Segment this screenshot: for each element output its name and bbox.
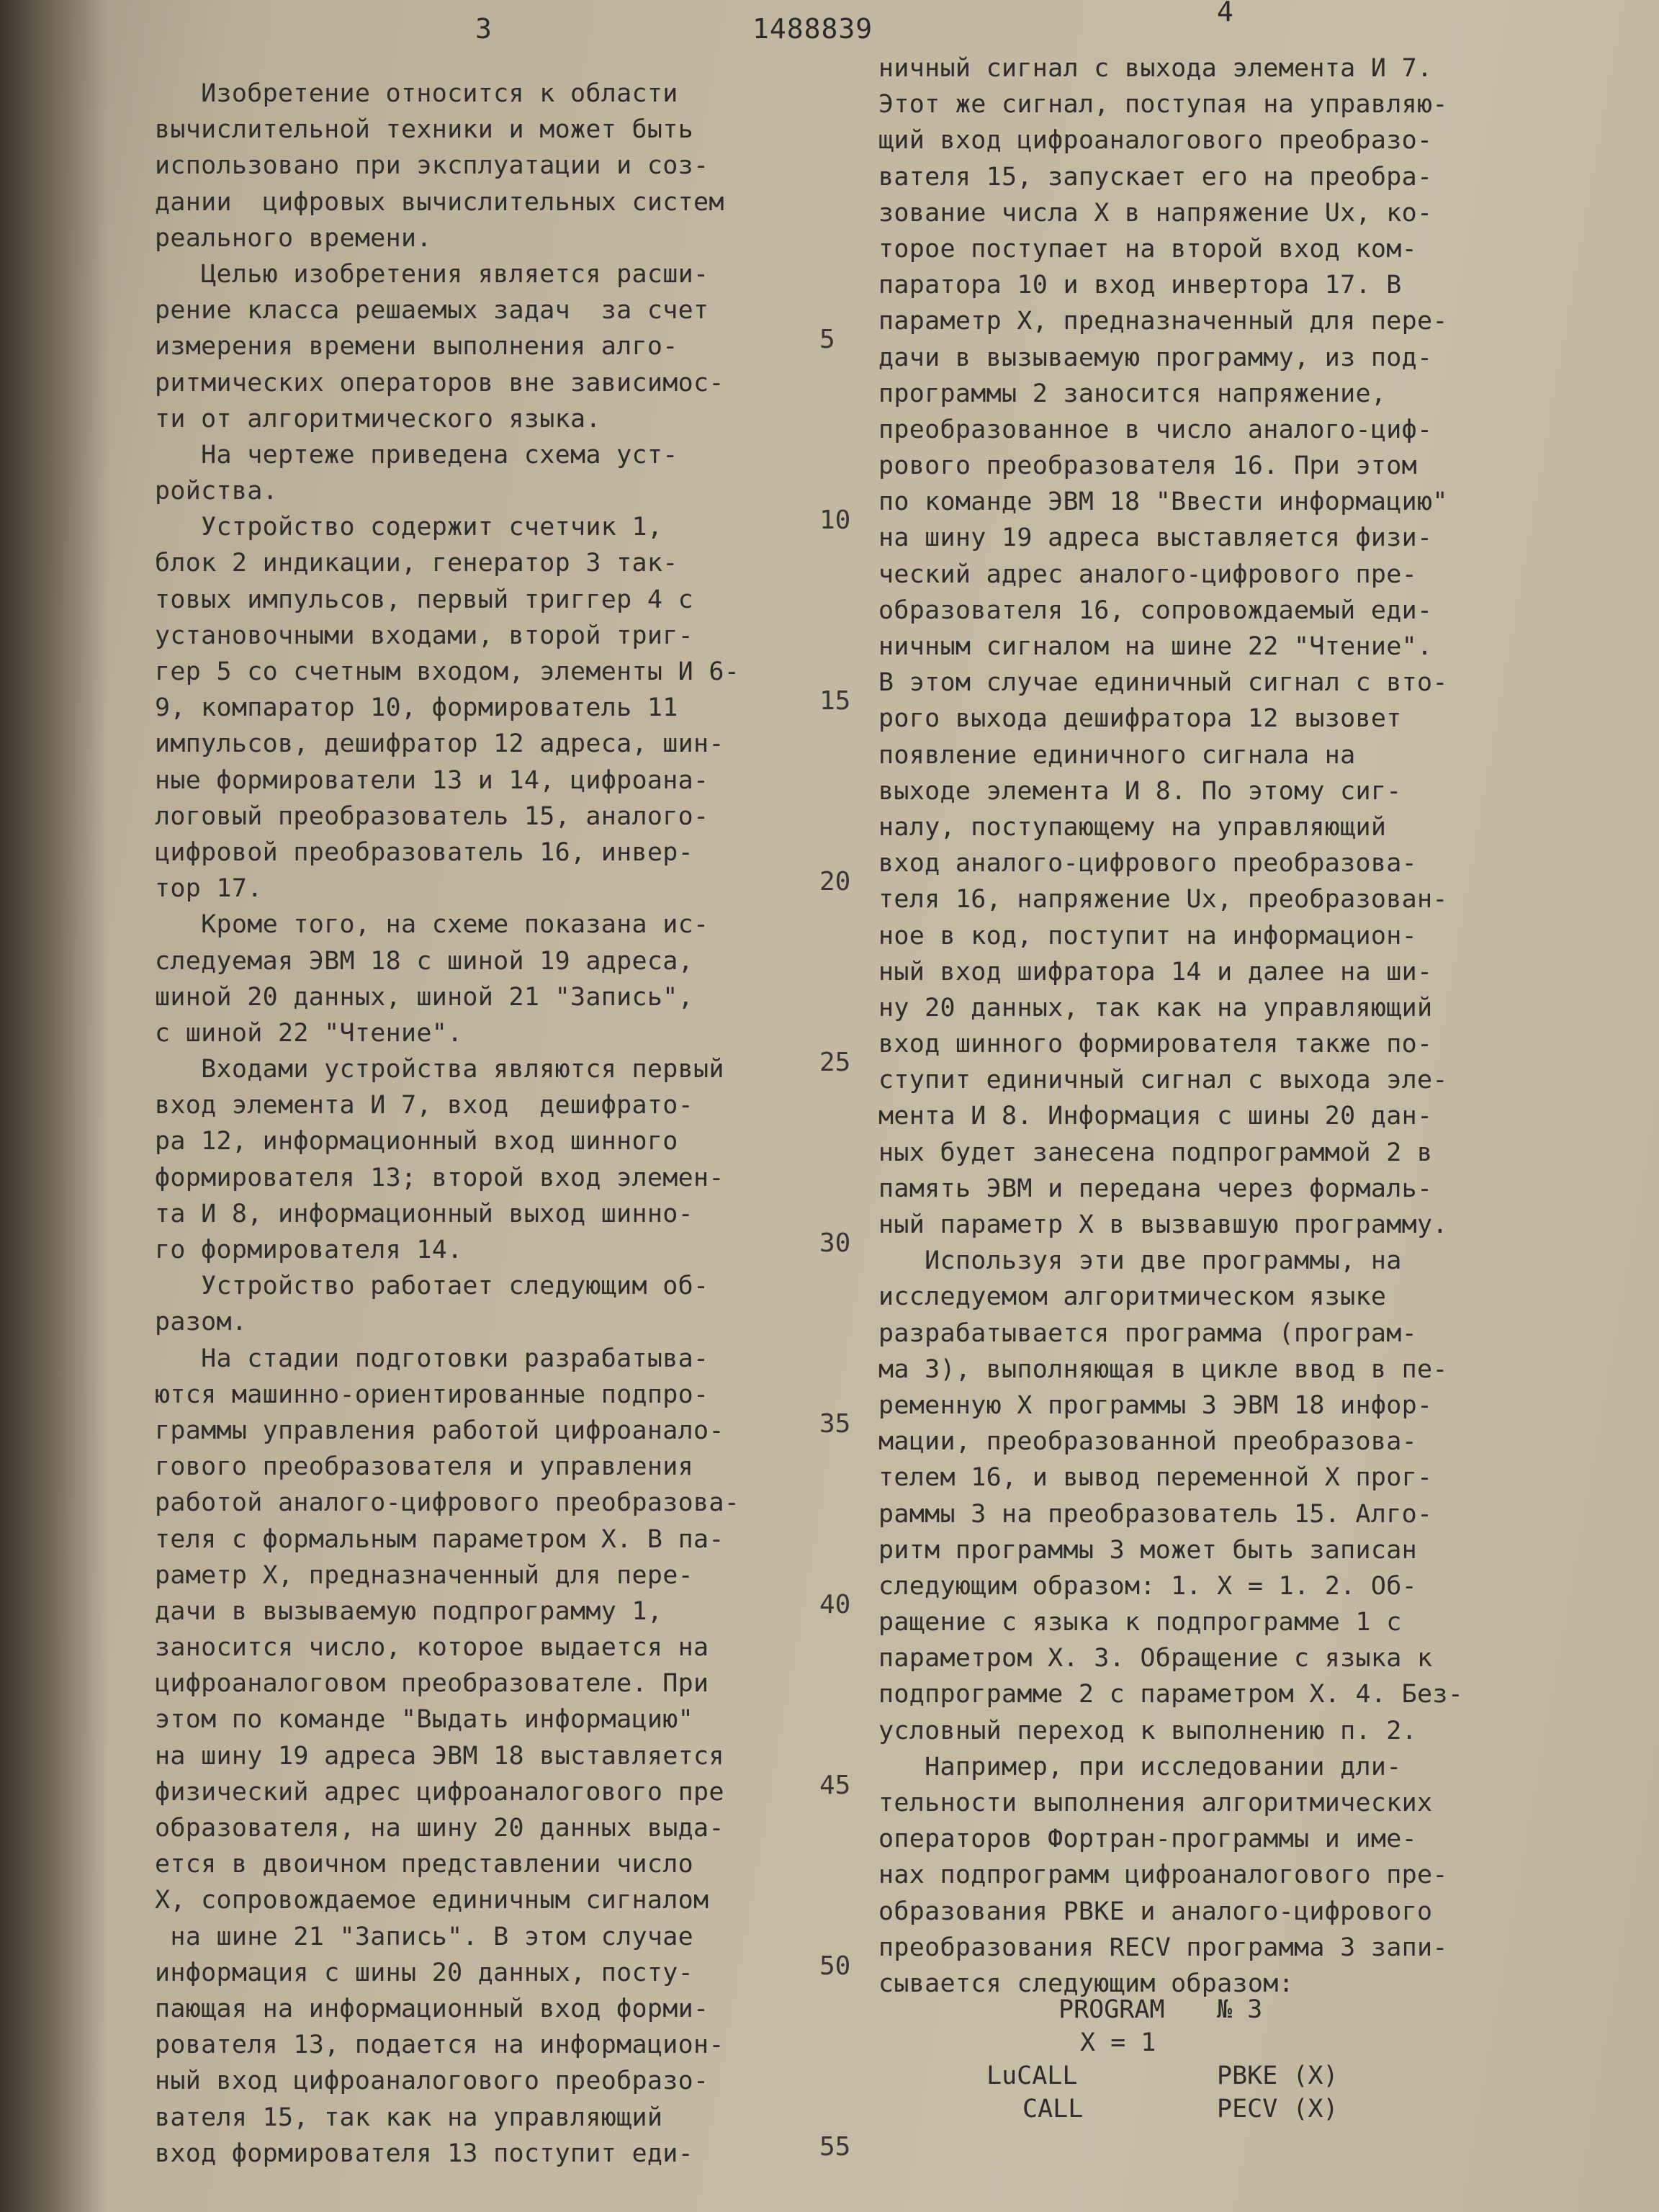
text-line: реального времени.: [155, 223, 432, 253]
text-line: теля 16, напряжение Ux, преобразован-: [878, 885, 1448, 914]
text-line: Входами устройства являются первый: [155, 1055, 724, 1084]
text-line: на шину 19 адреса выставляется физи-: [878, 523, 1433, 553]
text-line: операторов Фортран-программы и име-: [878, 1825, 1418, 1854]
text-line: гового преобразователя и управления: [155, 1452, 694, 1482]
text-line: следующим образом: 1. X = 1. 2. Об-: [878, 1571, 1418, 1601]
text-line: информация с шины 20 данных, посту-: [155, 1958, 694, 1987]
text-line: образования PBKE и аналого-цифрового: [878, 1897, 1433, 1926]
text-line: нах подпрограмм цифроаналогового пре-: [878, 1861, 1448, 1890]
line-number: 5: [819, 324, 835, 354]
text-line: ных будет занесена подпрограммой 2 в: [878, 1138, 1433, 1167]
text-line: логовый преобразователь 15, аналого-: [155, 801, 709, 831]
text-line: рение класса решаемых задач за счет: [155, 296, 709, 325]
text-line: ничный сигнал с выхода элемента И 7.: [878, 54, 1433, 83]
text-line: Используя эти две программы, на: [878, 1246, 1402, 1276]
line-number: 35: [819, 1408, 851, 1439]
text-line: гер 5 со счетным входом, элементы И 6-: [155, 657, 740, 686]
line-number: 50: [819, 1951, 851, 1981]
text-line: разрабатывается программа (програм-: [878, 1318, 1418, 1348]
text-line: установочными входами, второй триг-: [155, 621, 694, 650]
text-line: ческий адрес аналого-цифрового пре-: [878, 559, 1418, 589]
text-line: ный вход цифроаналогового преобразо-: [155, 2067, 709, 2096]
text-line: мента И 8. Информация с шины 20 дан-: [878, 1102, 1433, 1131]
text-line: ритмических операторов вне зависимос-: [155, 368, 724, 397]
text-line: раметр X, предназначенный для пере-: [155, 1560, 694, 1590]
text-line: зование числа X в напряжение Ux, ко-: [878, 198, 1433, 228]
text-line: тор 17.: [155, 874, 263, 904]
text-line: использовано при эксплуатации и соз-: [155, 151, 709, 181]
text-line: появление единичного сигнала на: [878, 740, 1356, 770]
text-line: налу, поступающему на управляющий: [878, 812, 1387, 842]
text-line: ройства.: [155, 477, 278, 506]
text-line: этом по команде "Выдать информацию": [155, 1705, 694, 1735]
text-line: ное в код, поступит на информацион-: [878, 921, 1418, 950]
text-line: работой аналого-цифрового преобразова-: [155, 1488, 740, 1518]
text-line: ра 12, информационный вход шинного: [155, 1127, 678, 1156]
line-number: 15: [819, 685, 851, 716]
text-line: подпрограмме 2 с параметром X. 4. Без-: [878, 1680, 1464, 1709]
text-line: преобразованное в число аналого-циф-: [878, 415, 1433, 444]
text-line: Этот же сигнал, поступая на управляю-: [878, 90, 1448, 120]
line-number: 20: [819, 866, 851, 896]
text-line: тельности выполнения алгоритмических: [878, 1789, 1433, 1817]
text-line: заносится число, которое выдается на: [155, 1633, 709, 1663]
text-line: ременную X программы 3 ЭВМ 18 инфор-: [878, 1390, 1433, 1420]
text-line: рового преобразователя 16. При этом: [878, 451, 1418, 481]
text-line: дании цифровых вычислительных систем: [155, 187, 724, 217]
text-line: параметром X. 3. Обращение с языка к: [878, 1644, 1433, 1673]
text-line: цифроаналоговом преобразователе. При: [155, 1669, 709, 1699]
text-line: граммы управления работой цифроанало-: [155, 1416, 724, 1445]
text-line: Устройство содержит счетчик 1,: [155, 513, 663, 542]
text-line: та И 8, информационный выход шинно-: [155, 1199, 694, 1228]
text-line: дачи в вызываемую программу, из под-: [878, 343, 1433, 372]
text-line: на шину 19 адреса ЭВМ 18 выставляется: [155, 1741, 724, 1771]
text-line: выходе элемента И 8. По этому сиг-: [878, 776, 1402, 806]
text-line: Например, при исследовании дли-: [878, 1752, 1402, 1781]
text-line: рого выхода дешифратора 12 вызовет: [878, 704, 1402, 734]
text-line: ничным сигналом на шине 22 "Чтение".: [878, 632, 1433, 661]
text-line: вателя 15, запускает его на преобра-: [878, 162, 1433, 192]
text-line: разом.: [155, 1308, 248, 1337]
line-number: 30: [819, 1228, 851, 1258]
left-page-number: 3: [475, 13, 492, 45]
text-line: импульсов, дешифратор 12 адреса, шин-: [155, 729, 724, 759]
line-number: 40: [819, 1589, 851, 1619]
text-line: вход элемента И 7, вход дешифрато-: [155, 1091, 694, 1120]
code-statement: CALL: [1022, 2095, 1084, 2123]
code-statement: LuCALL: [986, 2062, 1078, 2090]
text-line: паратора 10 и вход инвертора 17. В: [878, 271, 1402, 300]
text-line: по команде ЭВМ 18 "Ввести информацию": [878, 487, 1448, 517]
text-line: вход аналого-цифрового преобразова-: [878, 849, 1418, 878]
code-line: [986, 1993, 1433, 2026]
text-line: сывается следующим образом:: [878, 1969, 1295, 1998]
line-number: 55: [819, 2131, 851, 2162]
program-listing: [986, 1993, 1433, 2126]
right-page-number: 4: [1217, 0, 1233, 27]
patent-number: 1488839: [752, 13, 873, 45]
text-line: образователя 16, сопровождаемый еди-: [878, 595, 1433, 625]
text-line: рователя 13, подается на информацион-: [155, 2031, 724, 2060]
text-line: цифровой преобразователь 16, инвер-: [155, 837, 694, 867]
text-line: раммы 3 на преобразователь 15. Алго-: [878, 1499, 1433, 1529]
text-line: ются машинно-ориентированные подпро-: [155, 1380, 709, 1409]
text-line: ритм программы 3 может быть записан: [878, 1535, 1418, 1565]
text-line: В этом случае единичный сигнал с вто-: [878, 668, 1448, 698]
text-line: шиной 20 данных, шиной 21 "Запись",: [155, 982, 694, 1012]
text-line: с шиной 22 "Чтение".: [155, 1018, 463, 1048]
code-argument: PECV (X): [1217, 2095, 1339, 2123]
text-line: ется в двоичном представлении число: [155, 1850, 694, 1879]
text-line: блок 2 индикации, генератор 3 так-: [155, 549, 678, 578]
text-line: образователя, на шину 20 данных выда-: [155, 1814, 724, 1843]
text-line: условный переход к выполнению п. 2.: [878, 1716, 1418, 1745]
code-argument: PBKE (X): [1217, 2062, 1339, 2090]
text-line: вателя 15, так как на управляющий: [155, 2103, 663, 2132]
text-line: измерения времени выполнения алго-: [155, 332, 678, 361]
text-line: ти от алгоритмического языка.: [155, 404, 601, 433]
text-line: X, сопровождаемое единичным сигналом: [155, 1886, 709, 1915]
line-number: 10: [819, 505, 851, 535]
text-line: 9, компаратор 10, формирователь 11: [155, 693, 678, 723]
code-line: [986, 2059, 1433, 2092]
text-line: мации, преобразованной преобразова-: [878, 1427, 1418, 1457]
text-line: дачи в вызываемую подпрограмму 1,: [155, 1596, 663, 1626]
line-number: 25: [819, 1047, 851, 1077]
text-line: программы 2 заносится напряжение,: [878, 379, 1387, 408]
code-line: [986, 2026, 1433, 2059]
text-line: ну 20 данных, так как на управляющий: [878, 993, 1433, 1022]
text-line: исследуемом алгоритмическом языке: [878, 1282, 1387, 1312]
text-line: пающая на информационный вход форми-: [155, 1994, 709, 2023]
text-line: формирователя 13; второй вход элемен-: [155, 1163, 724, 1192]
text-line: товых импульсов, первый триггер 4 с: [155, 585, 694, 614]
left-text-column: [155, 76, 846, 2172]
text-line: ный вход шифратора 14 и далее на ши-: [878, 957, 1433, 986]
text-line: го формирователя 14.: [155, 1236, 463, 1264]
code-line: [986, 2092, 1433, 2126]
text-line: ращение с языка к подпрограмме 1 с: [878, 1608, 1402, 1637]
text-line: вход шинного формирователя также по-: [878, 1030, 1433, 1059]
text-line: Кроме того, на схеме показана ис-: [155, 910, 709, 940]
code-statement: PROGRAM: [1058, 1995, 1165, 2024]
code-argument: № 3: [1217, 1995, 1263, 2024]
text-line: преобразования RECV программа 3 запи-: [878, 1933, 1448, 1962]
text-line: ные формирователи 13 и 14, цифроана-: [155, 765, 709, 795]
text-line: вычислительной техники и может быть: [155, 115, 694, 145]
text-line: телем 16, и вывод переменной X прог-: [878, 1463, 1433, 1493]
line-number: 45: [819, 1770, 851, 1800]
text-line: вход формирователя 13 поступит еди-: [155, 2139, 694, 2168]
text-line: Устройство работает следующим об-: [155, 1272, 709, 1301]
text-line: На чертеже приведена схема уст-: [155, 440, 678, 469]
text-line: ный параметр X в вызвавшую программу.: [878, 1210, 1448, 1239]
right-text-column: [878, 50, 1570, 2002]
text-line: Целью изобретения является расши-: [155, 259, 709, 289]
text-line: теля с формальным параметром X. В па-: [155, 1524, 724, 1554]
text-line: щий вход цифроаналогового преобразо-: [878, 126, 1433, 156]
text-line: параметр X, предназначенный для пере-: [878, 307, 1448, 336]
text-line: память ЭВМ и передана через формаль-: [878, 1174, 1433, 1203]
text-line: Изобретение относится к области: [155, 79, 678, 108]
text-line: физический адрес цифроаналогового пре: [155, 1777, 724, 1807]
text-line: ступит единичный сигнал с выхода эле-: [878, 1066, 1448, 1095]
text-line: торое поступает на второй вход ком-: [878, 234, 1418, 264]
text-line: ма 3), выполняющая в цикле ввод в пе-: [878, 1354, 1448, 1384]
page-shadow-edge: [0, 0, 108, 2212]
text-line: На стадии подготовки разрабатыва-: [155, 1344, 709, 1373]
text-line: следуемая ЭВМ 18 с шиной 19 адреса,: [155, 946, 694, 976]
code-statement: X = 1: [1080, 2028, 1156, 2057]
text-line: на шине 21 "Запись". В этом случае: [155, 1922, 694, 1951]
